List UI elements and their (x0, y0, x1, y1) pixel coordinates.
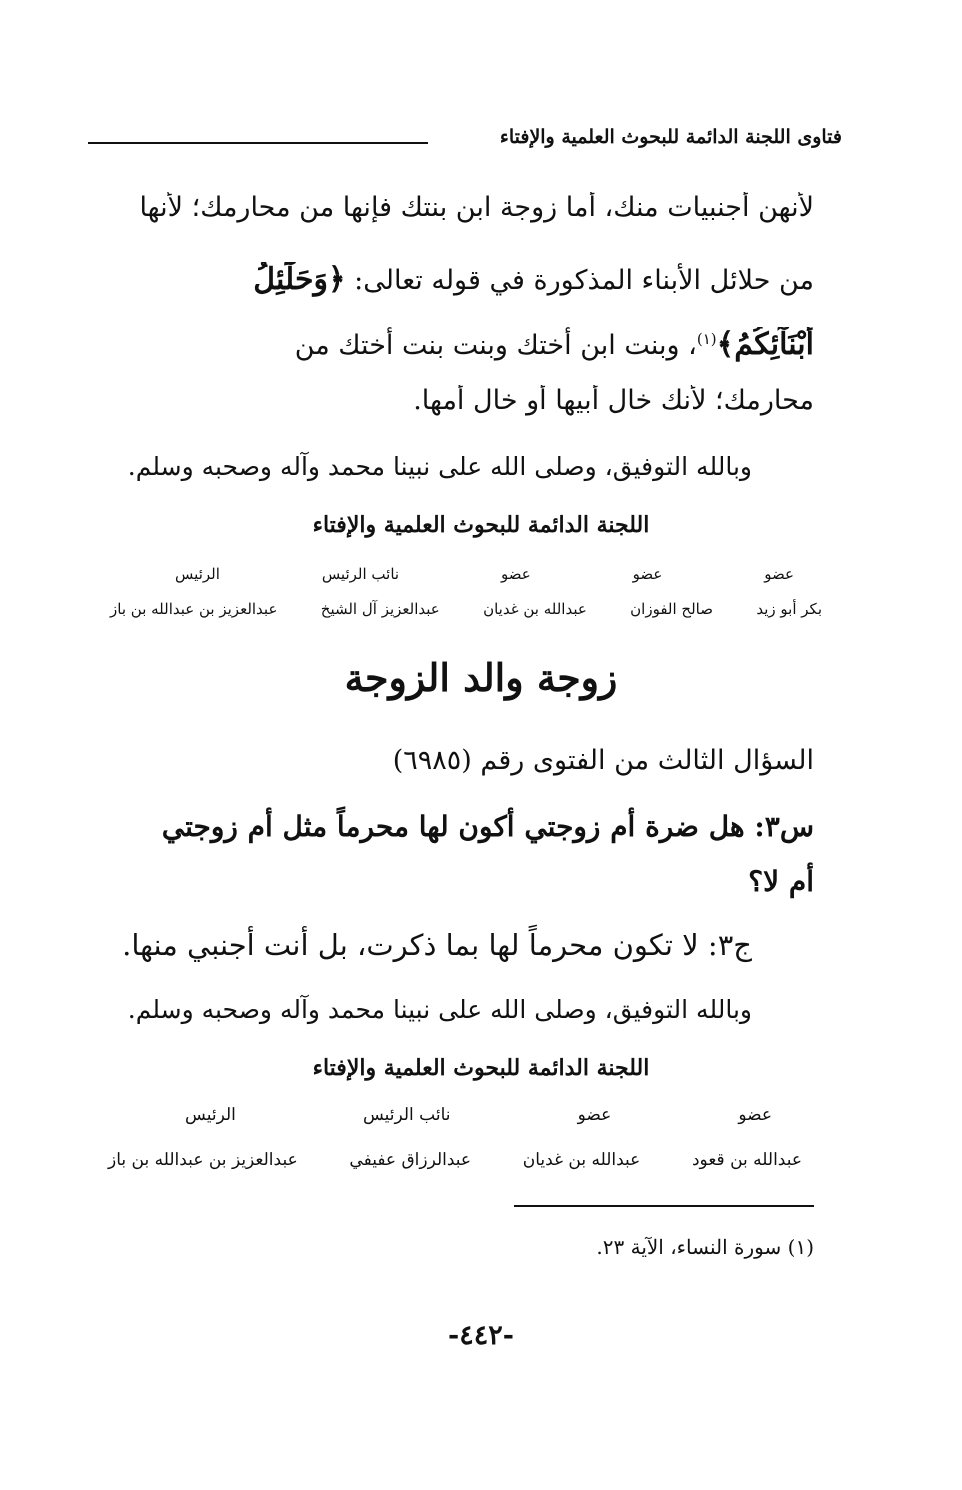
header-rule (88, 142, 428, 144)
page-number: -٤٤٢- (448, 1320, 514, 1351)
signature-name: عبدالله بن غديان (522, 1150, 641, 1170)
intro-line-3-text: ، وبنت ابن أختك وبنت بنت أختك من (294, 330, 697, 361)
header-title: فتاوى اللجنة الدائمة للبحوث العلمية والإفتاء (499, 126, 842, 148)
signature-name: عبدالعزيز بن عبدالله بن باز (108, 1150, 298, 1170)
signature-role: الرئيس (185, 1105, 236, 1125)
section-closing: وبالله التوفيق، وصلى الله على نبينا محمد وآله وصحبه وسلم. (127, 995, 752, 1024)
signature-name: بكر أبو زيد (756, 600, 822, 618)
committee-name-1: اللجنة الدائمة للبحوث العلمية والإفتاء (312, 512, 650, 538)
signature-name: عبدالعزيز بن عبدالله بن باز (110, 600, 278, 618)
question-line-2: أم لا؟ (748, 865, 814, 898)
signature-role: نائب الرئيس (321, 565, 400, 583)
intro-line-3 (98, 327, 814, 362)
answer-text: ج٣: لا تكون محرماً لها بما ذكرت، بل أنت أجنبي منها. (122, 928, 752, 962)
signature-role: نائب الرئيس (362, 1105, 451, 1125)
signature-role: الرئيس (175, 565, 220, 583)
signature-role: عضو (577, 1105, 612, 1125)
signature-name: عبدالله بن غديان (483, 600, 587, 618)
footnote-rule (514, 1205, 814, 1207)
intro-line-4: محارمك؛ لأنك خال أبيها أو خال أمها. (413, 385, 814, 416)
intro-closing: وبالله التوفيق، وصلى الله على نبينا محمد وآله وصحبه وسلم. (127, 452, 752, 481)
signature-role: عضو (632, 565, 663, 583)
signature-roles-1 (175, 565, 794, 583)
intro-line-1: لأنهن أجنبيات منك، أما زوجة ابن بنتك فإنها من محارمك؛ لأنها (139, 192, 814, 223)
question-line-1: س٣: هل ضرة أم زوجتي أكون لها محرماً مثل أم زوجتي (161, 810, 814, 843)
signature-name: عبدالعزيز آل الشيخ (320, 600, 440, 618)
signature-name: عبدالله بن قعود (691, 1150, 802, 1170)
signature-name: عبدالرزاق عفيفي (349, 1150, 472, 1170)
committee-name-2: اللجنة الدائمة للبحوث العلمية والإفتاء (312, 1055, 650, 1081)
intro-line-2 (98, 262, 814, 297)
footnote-ref: (١) (696, 330, 717, 348)
quran-verse-start: ﴿وَحَلَٰٓئِلُ (253, 262, 346, 297)
question-number: السؤال الثالث من الفتوى رقم (٦٩٨٥) (392, 745, 814, 776)
signature-roles-2 (185, 1105, 772, 1125)
signature-role: عضو (501, 565, 531, 583)
intro-line-2-text: من حلائل الأبناء المذكورة في قوله تعالى: (354, 265, 814, 296)
section-title: زوجة والد الزوجة (344, 655, 618, 700)
signature-role: عضو (764, 565, 794, 583)
signature-names-1 (110, 600, 822, 618)
signature-role: عضو (738, 1105, 772, 1125)
footnote: (١) سورة النساء، الآية ٢٣. (596, 1235, 814, 1259)
signature-name: صالح الفوزان (630, 600, 713, 618)
signature-names-2 (108, 1150, 802, 1170)
running-header (88, 120, 842, 160)
quran-verse-end: أَبْنَآئِكُمُ﴾ (716, 327, 814, 362)
